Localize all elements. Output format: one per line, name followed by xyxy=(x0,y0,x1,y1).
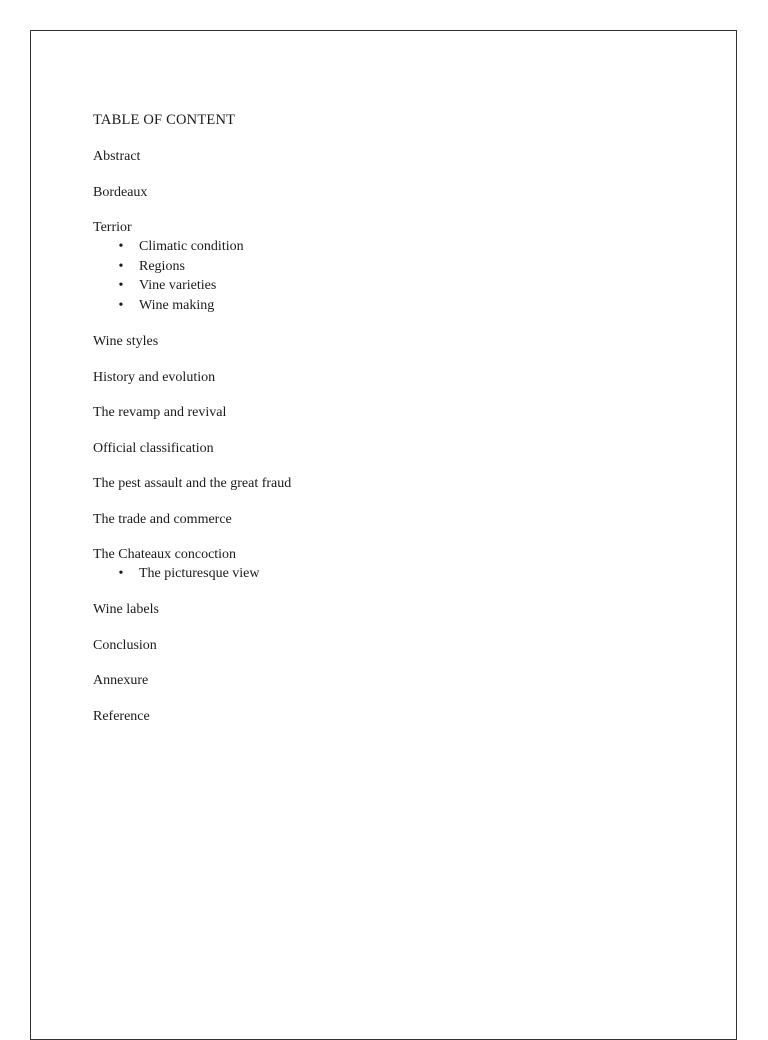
toc-sub-item xyxy=(115,237,693,257)
toc-entry xyxy=(93,474,693,493)
toc-sub-item-label: Climatic condition xyxy=(139,239,244,254)
toc-entry xyxy=(93,510,693,529)
toc-entry-label: Wine styles xyxy=(93,334,159,350)
toc-title: TABLE OF CONTENT xyxy=(93,112,236,128)
toc-entry xyxy=(93,707,693,726)
toc-entry-label: Abstract xyxy=(93,149,141,164)
document-page xyxy=(30,30,737,1040)
toc-sub-item-label: Wine making xyxy=(139,298,215,314)
toc-entry-label: The Chateaux concoction xyxy=(93,547,237,563)
toc-sub-item xyxy=(115,257,693,277)
toc-entry xyxy=(93,636,693,655)
bullet-icon: • xyxy=(118,258,124,274)
toc-entry xyxy=(93,600,693,619)
toc-entry xyxy=(93,218,693,316)
toc-entry-label: History and evolution xyxy=(93,369,216,385)
toc-sub-item-label: The picturesque view xyxy=(139,566,260,582)
toc-entries xyxy=(93,147,693,726)
toc-sub-item-label: Vine varieties xyxy=(139,278,217,294)
toc-sub-item xyxy=(115,296,693,316)
toc-entry xyxy=(93,183,693,202)
toc-entry xyxy=(93,368,693,387)
toc-sub-item-label: Regions xyxy=(139,258,185,274)
toc-entry xyxy=(93,671,693,690)
toc-entry xyxy=(93,147,693,166)
toc-entry xyxy=(93,403,693,422)
toc-entry-label: Reference xyxy=(93,708,150,724)
bullet-icon: • xyxy=(118,278,124,294)
toc-entry-label: The trade and commerce xyxy=(93,511,232,527)
toc-entry-label: Annexure xyxy=(93,673,149,689)
bullet-icon: • xyxy=(118,239,124,254)
toc-entry xyxy=(93,545,693,584)
toc-entry-label: Official classification xyxy=(93,440,214,456)
bullet-icon: • xyxy=(118,566,124,582)
table-of-contents xyxy=(93,111,693,742)
toc-sub-list xyxy=(93,237,693,316)
bullet-icon: • xyxy=(118,298,124,314)
toc-entry-label: The revamp and revival xyxy=(93,405,227,421)
toc-sub-list xyxy=(93,564,693,584)
toc-entry-label: Terrior xyxy=(93,220,132,235)
toc-entry xyxy=(93,439,693,458)
toc-sub-item xyxy=(115,564,693,584)
toc-entry-label: The pest assault and the great fraud xyxy=(93,476,292,492)
toc-entry-label: Conclusion xyxy=(93,637,157,653)
toc-entry-label: Bordeaux xyxy=(93,184,148,200)
toc-entry xyxy=(93,332,693,351)
toc-entry-label: Wine labels xyxy=(93,602,159,618)
toc-sub-item xyxy=(115,276,693,296)
